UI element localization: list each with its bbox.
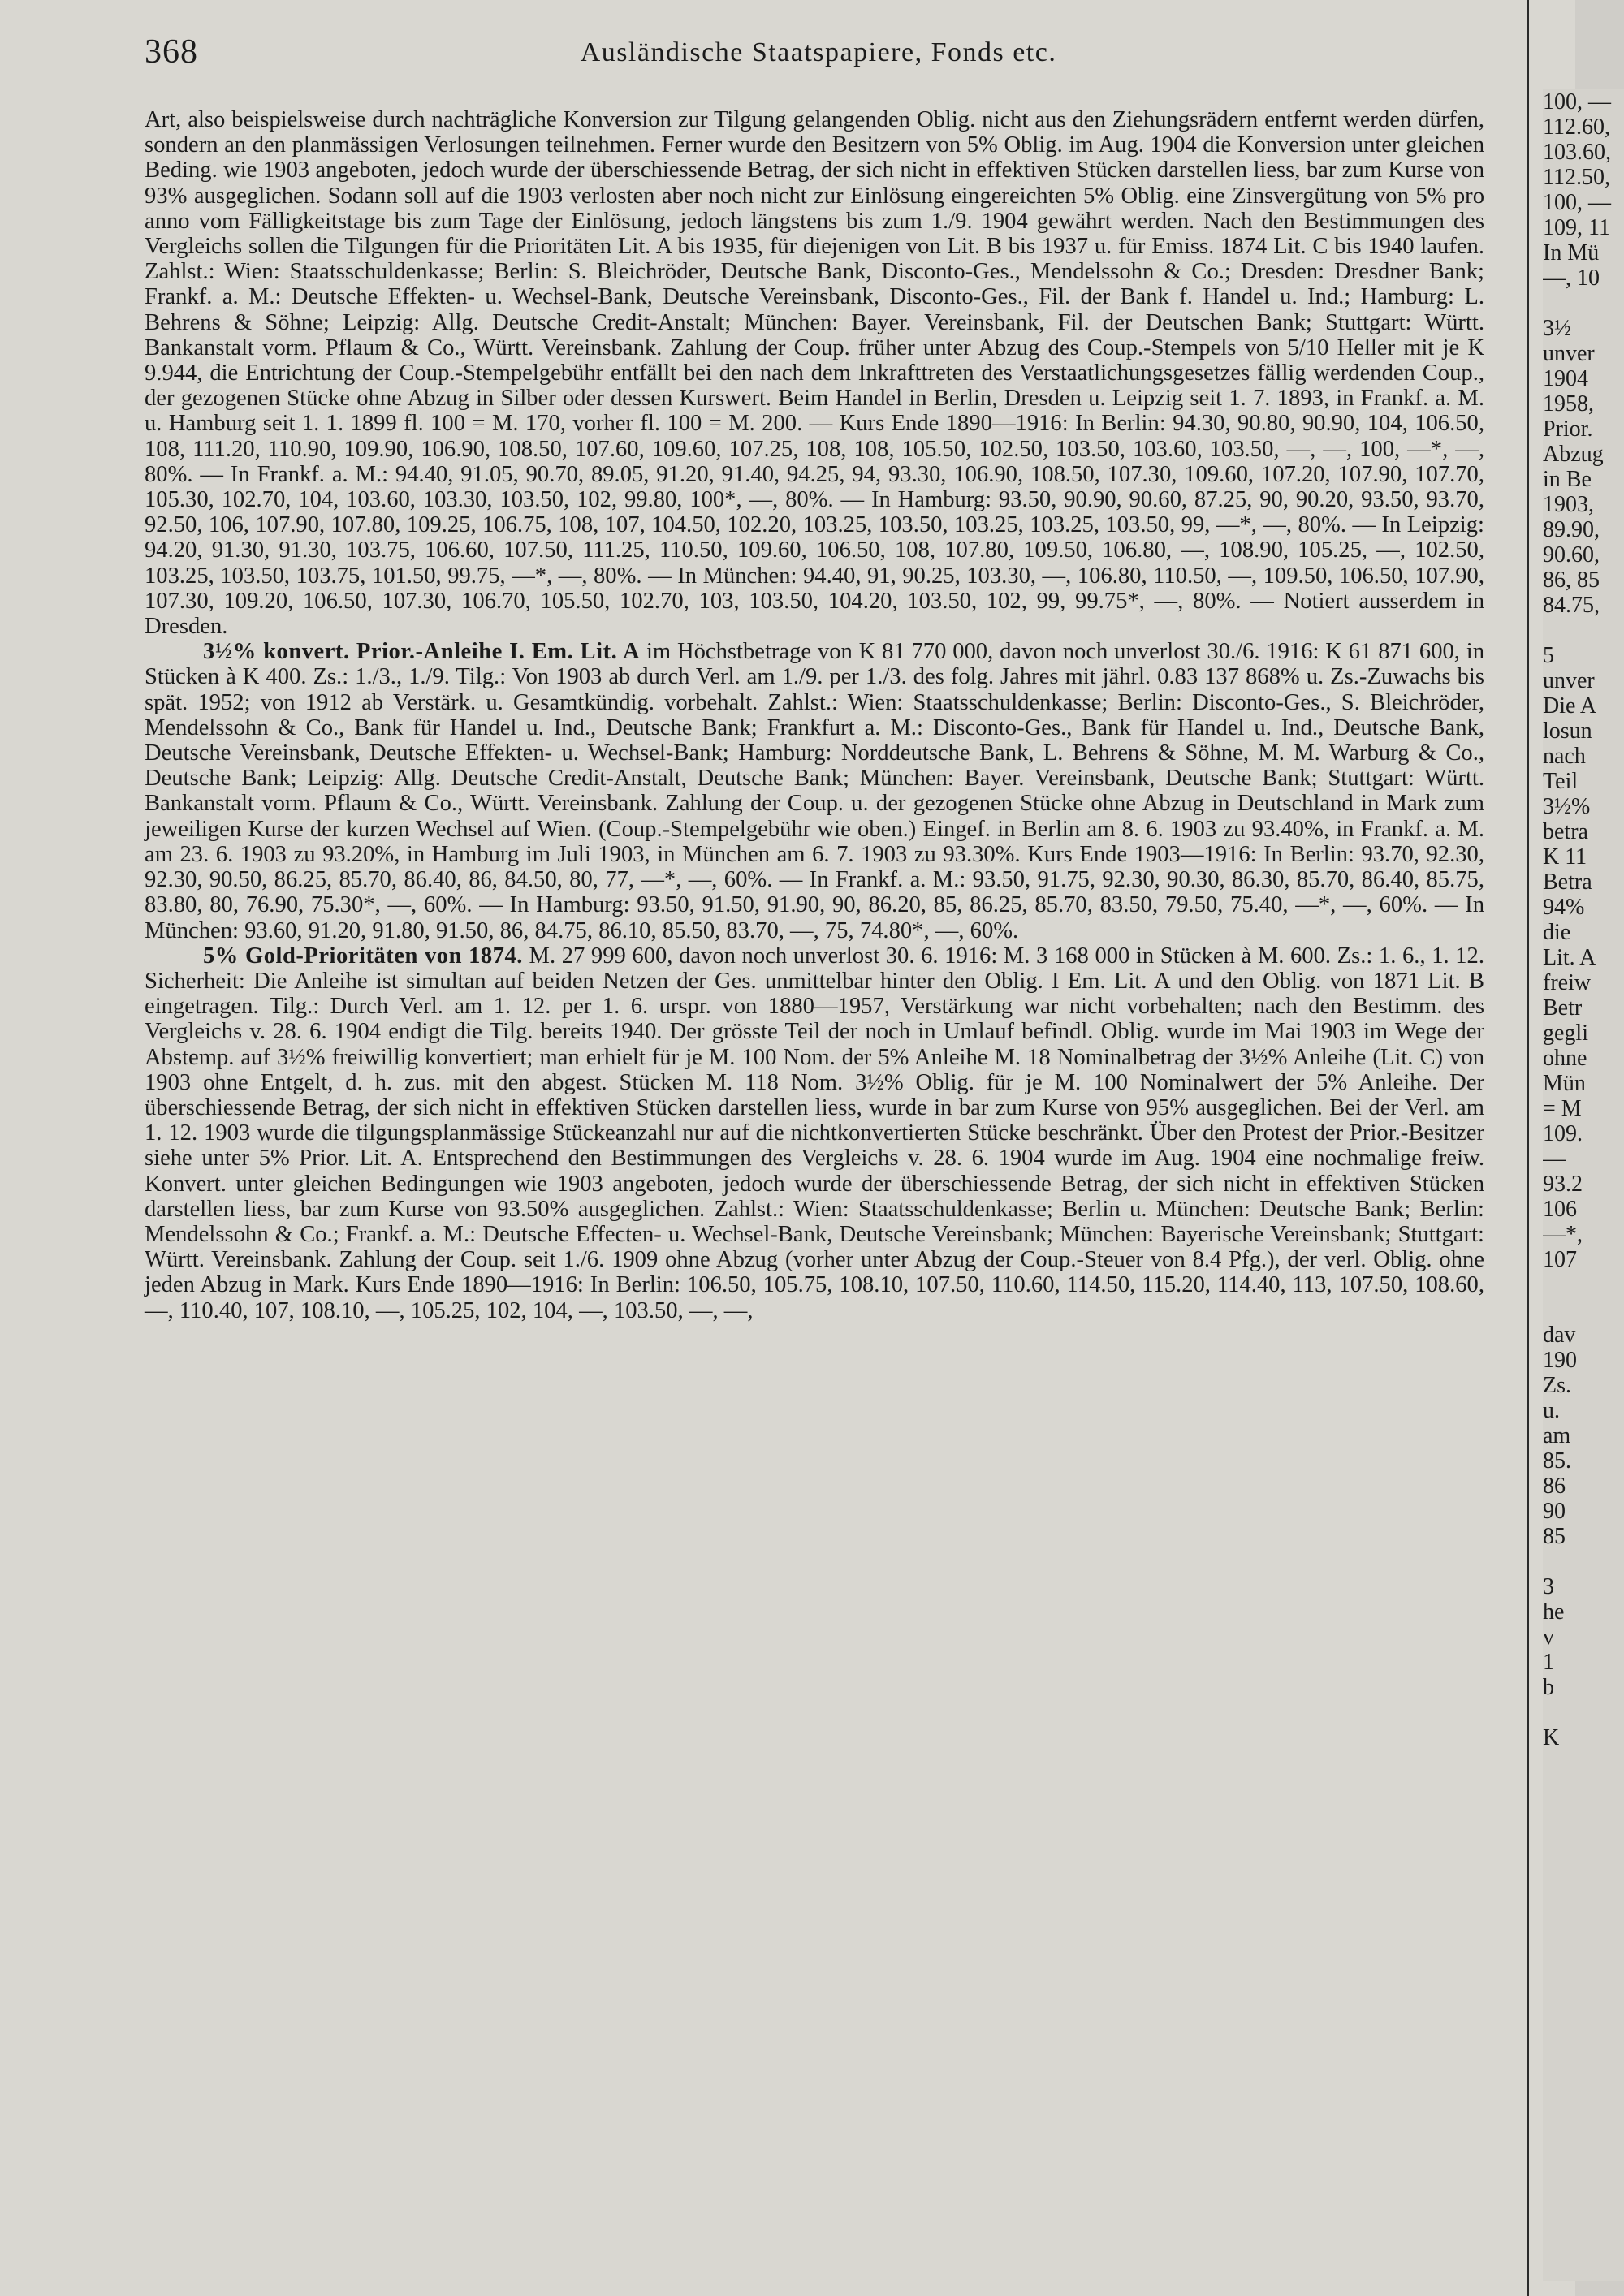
adjacent-page-line: betra [1543,819,1588,844]
adjacent-page-line: freiw [1543,970,1592,995]
adjacent-page-line: Betr [1543,995,1583,1021]
adjacent-page-line: v [1543,1625,1554,1650]
adjacent-page-line: 1958, [1543,391,1594,416]
section-heading-gold-prioritaeten: 5% Gold-Prioritäten von 1874. [203,943,523,969]
adjacent-page-line: nach [1543,744,1586,769]
paragraph-conversion-terms: Art, also beispielsweise durch nachträgliche Konversion zur Tilgung gelangenden Oblig. nicht aus den Ziehungsrädern entfernt werden dürfen, sondern an den planmässigen Verlosungen teilnehmen. Ferner wurde den Besitzern von 5% Oblig. im Aug. 1904 die Konversion unter gleichen Beding. wie 1903 angeboten, jedoch wurde der überschiessende Betrag, der sich nicht in effektiven Stücken darstellen liess, bar zum Kurse von 93% ausgeglichen. Sodann soll auf die 1903 verlosten aber noch nicht zur Einlösung eingereichten 5% Oblig. eine Zinsvergütung von 5% pro anno vom Fälligkeitstage bis zum Tage der Einlösung, jedoch längstens bis zum 1./9. 1904 gewährt werden. Nach den Bestimmungen des Vergleichs sollen die Tilgungen für die Prioritäten Lit. A bis 1935, für diejenigen von Lit. B bis 1937 u. für Emiss. 1874 Lit. C bis 1940 laufen. Zahlst.: Wien: Staatsschuldenkasse; Berlin: S. Bleichröder, Deutsche Bank, Disconto-Ges., Mendelssohn & Co.; Dresden: Dresdner Bank; Frankf. a. M.: Deutsche Effekten- u. Wechsel-Bank, Deutsche Vereinsbank, Disconto-Ges., Fil. der Bank f. Handel u. Ind.; Hamburg: L. Behrens & Söhne; Leipzig: Allg. Deutsche Credit-Anstalt; München: Bayer. Vereinsbank, Fil. der Deutschen Bank; Stuttgart: Württ. Bankanstalt vorm. Pflaum & Co., Württ. Vereinsbank. Zahlung der Coup. früher unter Abzug des Coup.-Stempels von 5/10 Heller mit je K 9.944, die Entrichtung der Coup.-Stempelgebühr entfällt bei den nach dem Inkrafttreten des Verstaatlichungsgesetzes fällig werdenden Coup., der gezogenen Stücke ohne Abzug in Silber oder dessen Kurswert. Beim Handel in Berlin, Dresden u. Leipzig seit 1. 7. 1893, in Frankf. a. M. u. Hamburg seit 1. 1. 1899 fl. 100 = M. 170, vorher fl. 100 = M. 200. — Kurs Ende 1890—1916: In Berlin: 94.30, 90.80, 90.90, 104, 106.50, 108, 111.20, 110.90, 109.90, 106.90, 108.50, 107.60, 109.60, 107.25, 108, 108, 105.50, 102.50, 103.50, 103.60, 103.50, —, —, 100, —*, —, 80%. — In Frankf. a. M.: 94.40, 91.05, 90.70, 89.05, 91.20, 91.40, 94.25, 94, 93.30, 106.90, 108.50, 107.30, 109.60, 107.20, 107.90, 107.70, 105.30, 102.70, 104, 103.60, 103.30, 103.50, 102, 99.80, 100*, —, 80%. — In Hamburg: 93.50, 90.90, 90.60, 87.25, 90, 90.20, 93.50, 93.70, 92.50, 106, 107.90, 107.80, 109.25, 106.75, 108, 107, 104.50, 102.20, 103.25, 103.50, 103.25, 103.25, 103.50, 99, —*, —, 80%. — In Leipzig: 94.20, 91.30, 91.30, 103.75, 106.60, 107.50, 111.25, 110.50, 109.60, 106.50, 108, 107.80, 109.50, 106.80, —, 108.90, 105.25, —, 102.50, 103.25, 103.50, 103.75, 101.50, 99.75, —*, —, 80%. — In München: 94.40, 91, 90.25, 103.30, —, 106.80, 110.50, —, 109.50, 106.50, 107.90, 107.30, 109.20, 106.50, 107.30, 106.70, 105.50, 102.70, 103, 103.50, 104.20, 103.50, 102, 99, 99.75*, —, 80%. — Notiert ausserdem in Dresden. [145,107,1484,640]
paragraph-prior-anleihe [145,639,1484,943]
adjacent-page-line: 86, 85 [1543,568,1600,593]
adjacent-page-line: unver [1543,341,1595,366]
adjacent-page-line: 112.60, [1543,114,1610,140]
page-number: 368 [145,33,198,71]
adjacent-page-line: die [1543,920,1571,945]
adjacent-page-line: unver [1543,668,1595,693]
paragraph-gold-prioritaeten [145,943,1484,1323]
adjacent-page-line: 94% [1543,895,1585,920]
adjacent-page-line: Mün [1543,1071,1586,1096]
adjacent-page-line: Lit. A [1543,945,1596,970]
adjacent-page-line [1543,618,1624,643]
adjacent-page-line: b [1543,1675,1554,1700]
adjacent-page-line: 100, — [1543,89,1611,114]
adjacent-page-line: Abzug [1543,442,1604,467]
adjacent-page-line: losun [1543,719,1592,744]
adjacent-page-line: 190 [1543,1348,1577,1373]
adjacent-page-line: 107 [1543,1247,1577,1272]
adjacent-page-line: 85 [1543,1524,1566,1549]
adjacent-page-line: 5 [1543,643,1554,668]
adjacent-page-line: —, 10 [1543,265,1600,291]
adjacent-page-line: 106 [1543,1197,1577,1222]
adjacent-page-line: 86 [1543,1474,1566,1499]
adjacent-page-line: 103.60, [1543,140,1611,165]
adjacent-page-line: ohne [1543,1046,1587,1071]
adjacent-page-line: 84.75, [1543,593,1600,618]
running-title: Ausländische Staatspapiere, Fonds etc. [580,37,1057,67]
adjacent-page-line [1543,1272,1624,1297]
adjacent-page-line: 1 [1543,1650,1554,1675]
section-body-gold-prioritaeten: M. 27 999 600, davon noch unverlost 30. 6. 1916: M. 3 168 000 in Stücken à M. 600. Zs.: 1. 6., 1. 12. Sicherheit: Die Anleihe ist simultan auf beiden Netzen der Ges. unmittelbar hinter den Oblig. I Em. Lit. A und den Oblig. von 1871 Lit. B eingetragen. Tilg.: Durch Verl. am 1. 12. per 1. 6. urspr. von 1880—1957, Verstärkung war nicht vorbehalten; nach den Bestimm. des Vergleichs v. 28. 6. 1904 endigt die Tilg. bereits 1940. Der grösste Teil der noch in Umlauf befindl. Oblig. wurde im Mai 1903 im Wege der Abstemp. auf 3½% freiwillig konvertiert; man erhielt für je M. 100 Nom. der 5% Anleihe M. 18 Nominalbetrag der 3½% Anleihe (Lit. C) von 1903 ohne Entgelt, d. h. zus. mit den abgest. Stücken M. 118 Nom. 3½% Oblig. für je M. 100 Nominalwert der 5% Anleihe. Der überschiessende Betrag, der sich nicht in effektiven Stücken darstellen liess, wurde in bar zum Kurse von 95% ausgeglichen. Bei der Verl. am 1. 12. 1903 wurde die tilgungsplanmässige Stückeanzahl nur auf die nichtkonvertierten Stücke beschränkt. Über den Protest der Prior.-Besitzer siehe unter 5% Prior. Lit. A. Entsprechend den Bestimmungen des Vergleichs v. 28. 6. 1904 wurde im Aug. 1904 eine nochmalige freiw. Konvert. unter gleichen Bedingungen wie 1903 angeboten, jedoch wurde der überschiessende Betrag, der sich nicht in effektiven Stücken darstellen liess, bar zum Kurse von 93.50% ausgeglichen. Zahlst.: Wien: Staatsschuldenkasse; Berlin u. München: Deutsche Bank; Berlin: Mendelssohn & Co.; Frankf. a. M.: Deutsche Effecten- u. Wechsel-Bank, Deutsche Vereinsbank; München: Bayerische Vereinsbank; Stuttgart: Württ. Vereinsbank. Zahlung der Coup. seit 1./6. 1909 ohne Abzug (vorher unter Abzug der Coup.-Steuer von 8.4 Pfg.), der verl. Oblig. ohne jeden Abzug in Mark. Kurs Ende 1890—1916: In Berlin: 106.50, 105.75, 108.10, 107.50, 110.60, 114.50, 115.20, 114.40, 113, 107.50, 108.60, —, 110.40, 107, 108.10, —, 105.25, 102, 104, —, 103.50, —, —, [145,943,1484,1323]
adjacent-page-line: — [1543,1146,1566,1172]
adjacent-page-line: 100, — [1543,190,1611,215]
adjacent-page-line: Die A [1543,693,1597,719]
adjacent-page-line [1543,1700,1624,1725]
adjacent-page-line [1543,1549,1624,1574]
adjacent-page-line: 109, 11 [1543,215,1610,240]
main-text-column [145,107,1484,1323]
adjacent-page-line: in Be [1543,467,1592,492]
section-body-prior-anleihe: im Höchstbetrage von K 81 770 000, davon noch unverlost 30./6. 1916: K 61 871 600, in Stücken à K 400. Zs.: 1./3., 1./9. Tilg.: Von 1903 ab durch Verl. am 1./9. per 1./3. des folg. Jahres mit jährl. 0.83 137 868% u. Zs.-Zuwachs bis spät. 1952; von 1912 ab Verstärk. u. Gesamtkündig. vorbehalt. Zahlst.: Wien: Staatsschuldenkasse; Berlin: Disconto-Ges., S. Bleichröder, Mendelssohn & Co., Bank für Handel u. Ind., Deutsche Bank; Frankfurt a. M.: Disconto-Ges., Bank für Handel u. Ind., Deutsche Bank, Deutsche Vereinsbank, Deutsche Effekten- u. Wechsel-Bank; Hamburg: Norddeutsche Bank, L. Behrens & Söhne, M. M. Warburg & Co., Deutsche Bank; Leipzig: Allg. Deutsche Credit-Anstalt, Deutsche Bank; München: Bayer. Vereinsbank, Deutsche Bank; Stuttgart: Württ. Bankanstalt vorm. Pflaum & Co., Württ. Vereinsbank. Zahlung der Coup. u. der gezogenen Stücke ohne Abzug in Deutschland in Mark zum jeweiligen Kurse der kurzen Wechsel auf Wien. (Coup.-Stempelgebühr wie oben.) Eingef. in Berlin am 8. 6. 1903 zu 93.40%, in Frankf. a. M. am 23. 6. 1903 zu 93.20%, in Hamburg im Juli 1903, in München am 6. 7. 1903 zu 93.30%. Kurs Ende 1903—1916: In Berlin: 93.70, 92.30, 92.30, 90.50, 86.25, 85.70, 86.40, 86, 84.50, 80, 77, —*, —, 60%. — In Frankf. a. M.: 93.50, 91.75, 92.30, 90.30, 86.30, 85.70, 86.40, 85.75, 83.80, 80, 76.90, 75.30*, —, 60%. — In Hamburg: 93.50, 91.50, 91.90, 90, 86.20, 85, 86.25, 85.70, 83.50, 79.50, 75.40, —*, —, 60%. — In München: 93.60, 91.20, 91.80, 91.50, 86, 84.75, 86.10, 85.50, 83.70, —, 75, 74.80*, —, 60%. [145,639,1484,943]
adjacent-page-line: 3½% [1543,794,1591,819]
adjacent-page-line: 90 [1543,1499,1566,1524]
adjacent-page-line: 89.90, [1543,517,1600,542]
section-heading-prior-anleihe: 3½% konvert. Prior.-Anleihe I. Em. Lit. A [203,639,641,665]
adjacent-page-line: Betra [1543,870,1592,895]
adjacent-page-line: 3 [1543,1574,1554,1599]
page-header [145,32,1492,81]
adjacent-page-line: u. [1543,1398,1560,1423]
adjacent-page-line: Prior. [1543,416,1593,442]
adjacent-page-line: 90.60, [1543,542,1600,568]
adjacent-page-line: —*, [1543,1222,1583,1247]
adjacent-page-line: 85. [1543,1448,1571,1474]
adjacent-page-line: = M [1543,1096,1582,1121]
adjacent-page-line: 93.2 [1543,1172,1583,1197]
adjacent-page-fragment [1543,89,1624,2281]
adjacent-page-line: 112.50, [1543,165,1610,190]
adjacent-page-line: am [1543,1423,1571,1448]
adjacent-page-line: 109. [1543,1121,1583,1146]
adjacent-page-line: he [1543,1599,1565,1625]
adjacent-page-line [1543,291,1624,316]
adjacent-page-line: gegli [1543,1021,1588,1046]
adjacent-page-line: Zs. [1543,1373,1571,1398]
adjacent-page-line: K [1543,1725,1560,1750]
page-gutter [1527,0,1529,2296]
adjacent-page-line: 3½ [1543,316,1571,341]
adjacent-page-line: dav [1543,1323,1576,1348]
adjacent-page-line: Teil [1543,769,1579,794]
adjacent-page-line: 1903, [1543,492,1594,517]
adjacent-page-line: 1904 [1543,366,1588,391]
adjacent-page-line: In Mü [1543,240,1600,265]
adjacent-page-line: K 11 [1543,844,1587,870]
adjacent-page-line [1543,1297,1624,1323]
